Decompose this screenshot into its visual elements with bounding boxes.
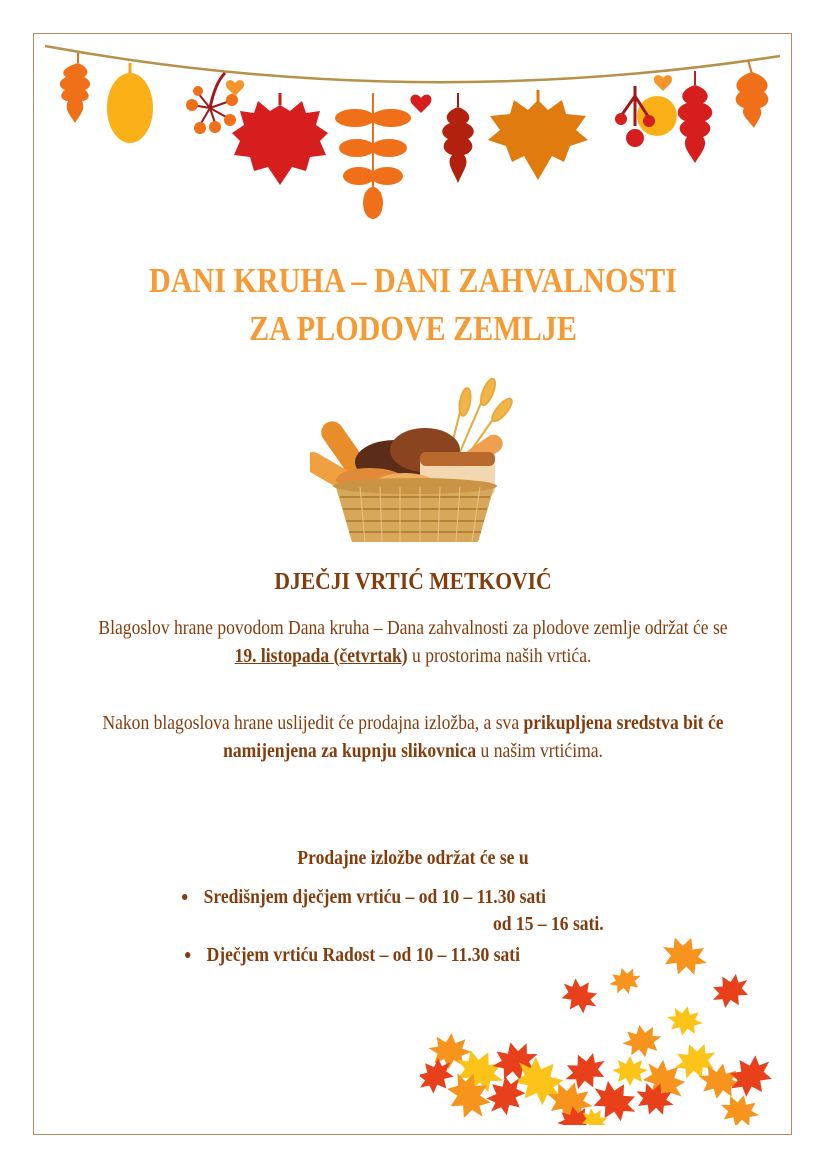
- page-title-line-2: ZA PLODOVE ZEMLJE: [249, 309, 577, 348]
- autumn-leaves-garland-image: [40, 38, 785, 228]
- funds-purpose-text: prikupljena sredstva bit će namijenjena za kupnju slikovnica: [223, 713, 724, 762]
- page-title-line-1: DANI KRUHA – DANI ZAHVALNOSTI: [149, 261, 677, 300]
- exhibition-location-time: Dječjem vrtiću Radost – od 10 – 11.30 sati: [206, 945, 521, 966]
- event-date: 19. listopada (četvrtak): [234, 645, 408, 667]
- orange-leaf-icon: [736, 60, 769, 128]
- heart-icon: [411, 95, 432, 113]
- blessing-paragraph: [95, 615, 730, 670]
- dark-oak-leaf-icon: [442, 93, 474, 183]
- cherries-icon: [615, 86, 677, 147]
- exhibition-list-item: [182, 884, 546, 911]
- bullet-icon: [182, 894, 187, 900]
- orange-maple-leaf-icon: [488, 90, 588, 180]
- exhibition-paragraph: [95, 710, 730, 765]
- bullet-icon: [185, 952, 190, 958]
- heart-icon: [654, 75, 672, 91]
- blessing-text: Blagoslov hrane povodom Dana kruha – Dana zahvalnosti za plodove zemlje održat će se: [98, 618, 728, 639]
- bread-basket-image: [310, 372, 515, 547]
- yellow-leaf-icon: [107, 63, 153, 143]
- oak-leaf-icon: [60, 53, 90, 123]
- kindergarten-name-heading: DJEČJI VRTIĆ METKOVIĆ: [274, 569, 552, 595]
- exhibition-text-end: u našim vrtićima.: [476, 740, 603, 762]
- heart-icon: [226, 80, 244, 96]
- exhibition-extra-time: od 15 – 16 sati.: [493, 914, 604, 935]
- orange-branch-leaf-icon: [335, 93, 411, 219]
- exhibition-text: Nakon blagoslova hrane uslijedit će prodajna izložba, a sva: [102, 713, 524, 734]
- exhibition-location-time: Središnjem dječjem vrtiću – od 10 – 11.30 sati: [203, 887, 546, 908]
- exhibitions-intro: Prodajne izložbe održat će se u: [297, 848, 529, 869]
- blessing-text-end: u prostorima naših vrtića.: [407, 645, 592, 667]
- red-oak-leaf-icon: [678, 71, 713, 163]
- red-maple-leaf-icon: [232, 93, 328, 185]
- fallen-maple-leaves-image: [420, 930, 790, 1125]
